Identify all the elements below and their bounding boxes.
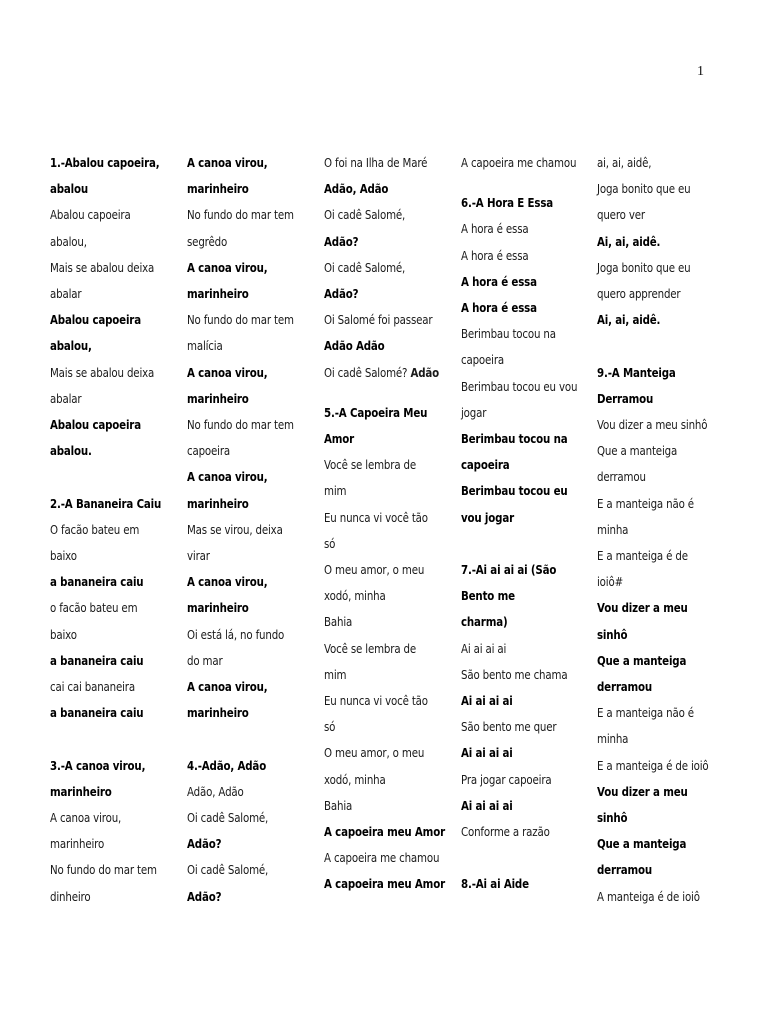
lyric-text: Oi cadê Salomé? bbox=[324, 364, 408, 380]
lyric-line bbox=[597, 438, 702, 464]
lyric-line-bold bbox=[324, 819, 445, 845]
lyric-line-bold bbox=[324, 229, 429, 255]
lyric-text: Adão, Adão bbox=[324, 181, 389, 197]
lyric-line-bold bbox=[187, 464, 292, 490]
song-column-5 bbox=[597, 150, 725, 910]
lyric-line bbox=[187, 648, 292, 674]
lyric-line bbox=[461, 347, 566, 373]
lyric-text: A canoa virou, bbox=[187, 574, 268, 590]
lyric-line bbox=[324, 793, 429, 819]
lyric-line-bold bbox=[461, 452, 566, 478]
lyric-line bbox=[187, 517, 292, 543]
lyric-line bbox=[597, 569, 702, 595]
lyric-line bbox=[597, 726, 702, 752]
lyric-text: A hora é essa bbox=[461, 221, 529, 237]
lyric-line bbox=[324, 740, 429, 766]
lyric-text: marinheiro bbox=[187, 705, 249, 721]
lyric-line bbox=[187, 412, 292, 438]
lyric-text: minha bbox=[597, 521, 629, 537]
lyric-text: o facão bateu em bbox=[50, 600, 138, 616]
lyric-line bbox=[324, 307, 433, 333]
lyric-line-bold bbox=[324, 333, 429, 359]
lyric-text: só bbox=[324, 719, 336, 735]
song-column-4 bbox=[461, 150, 589, 898]
lyric-text: a bananeira caiu bbox=[50, 574, 144, 590]
lyric-line bbox=[324, 360, 440, 386]
lyric-line-bold bbox=[461, 505, 566, 531]
lyric-text: Oi cadê Salomé, bbox=[324, 259, 406, 275]
lyric-line-bold bbox=[461, 609, 566, 635]
lyric-line-bold bbox=[50, 648, 155, 674]
lyric-text: capoeira bbox=[461, 457, 510, 473]
lyric-line bbox=[324, 150, 429, 176]
lyric-line bbox=[324, 255, 429, 281]
lyric-line bbox=[461, 636, 566, 662]
lyric-line-bold bbox=[461, 688, 566, 714]
lyric-text: 8.-Ai ai Aide bbox=[461, 876, 529, 892]
lyric-text: Joga bonito que eu bbox=[597, 259, 691, 275]
lyric-line bbox=[461, 714, 566, 740]
lyric-text: Bahia bbox=[324, 614, 353, 630]
lyric-text: a bananeira caiu bbox=[50, 705, 144, 721]
lyric-text: Adão, Adão bbox=[187, 783, 244, 799]
lyric-line bbox=[50, 674, 155, 700]
lyric-line bbox=[324, 636, 429, 662]
lyric-text: E a manteiga não é bbox=[597, 495, 694, 511]
lyric-text: Ai ai ai ai bbox=[461, 745, 513, 761]
lyric-text: 7.-Ai ai ai ai (São bbox=[461, 562, 557, 578]
lyric-text: mim bbox=[324, 666, 347, 682]
lyric-text: dinheiro bbox=[50, 888, 91, 904]
lyric-line bbox=[597, 412, 708, 438]
lyric-line bbox=[50, 622, 155, 648]
lyric-text: abalou bbox=[50, 181, 89, 197]
lyric-line-bold bbox=[50, 150, 160, 176]
lyric-text: quero apprender bbox=[597, 286, 681, 302]
lyric-line-bold bbox=[597, 648, 702, 674]
lyric-text: xodó, minha bbox=[324, 588, 386, 604]
lyric-line bbox=[324, 688, 429, 714]
lyric-line bbox=[324, 505, 429, 531]
lyric-line-bold bbox=[187, 753, 292, 779]
lyric-text: 6.-A Hora E Essa bbox=[461, 195, 554, 211]
lyric-text: A canoa virou, bbox=[187, 679, 268, 695]
lyric-text: Que a manteiga bbox=[597, 652, 687, 668]
lyric-text: marinheiro bbox=[187, 390, 249, 406]
lyric-line bbox=[597, 176, 702, 202]
lyric-line-bold bbox=[187, 674, 292, 700]
lyric-line-bold bbox=[461, 740, 566, 766]
lyric-text: No fundo do mar tem bbox=[187, 312, 294, 328]
lyric-text: ioiô# bbox=[597, 574, 624, 590]
lyric-line bbox=[597, 884, 702, 910]
lyric-line bbox=[461, 819, 566, 845]
lyric-text: marinheiro bbox=[187, 286, 249, 302]
lyric-text: Oi Salomé foi passear bbox=[324, 312, 433, 328]
lyric-text: Eu nunca vi você tão bbox=[324, 509, 428, 525]
lyric-line-bold bbox=[597, 386, 702, 412]
lyric-text: marinheiro bbox=[50, 836, 105, 852]
lyric-text: A canoa virou, bbox=[187, 155, 268, 170]
lyric-line bbox=[324, 609, 429, 635]
lyric-line bbox=[597, 753, 709, 779]
lyric-text: Abalou capoeira bbox=[50, 312, 141, 328]
lyric-line-bold bbox=[50, 700, 155, 726]
lyric-text: xodó, minha bbox=[324, 771, 386, 787]
lyric-text: Bahia bbox=[324, 797, 353, 813]
lyric-text: malícia bbox=[187, 338, 223, 354]
lyric-text: Oi cadê Salomé, bbox=[187, 862, 269, 878]
lyric-text: A hora é essa bbox=[461, 247, 529, 263]
lyric-line bbox=[324, 714, 429, 740]
lyric-line-bold bbox=[50, 307, 155, 333]
lyric-text: Vou dizer a meu sinhô bbox=[597, 417, 708, 433]
lyric-line bbox=[597, 281, 702, 307]
lyric-line-bold bbox=[187, 491, 292, 517]
lyric-line-bold bbox=[461, 295, 566, 321]
lyric-line-bold bbox=[461, 871, 566, 897]
song-column-2 bbox=[187, 150, 315, 910]
lyric-line-bold bbox=[187, 569, 292, 595]
lyric-text: A capoeira meu Amor bbox=[324, 876, 445, 892]
lyric-text: Abalou capoeira bbox=[50, 417, 141, 433]
lyric-text: Amor bbox=[324, 431, 355, 447]
lyric-line bbox=[324, 767, 429, 793]
lyric-text: abalou, bbox=[50, 338, 92, 354]
lyric-line-bold bbox=[187, 884, 292, 910]
lyric-text: São bento me quer bbox=[461, 719, 557, 735]
lyric-text: São bento me chama bbox=[461, 666, 568, 682]
lyric-text: abalou. bbox=[50, 443, 92, 459]
lyric-text-bold: Adão bbox=[410, 364, 440, 380]
lyric-text: Ai, ai, aidê. bbox=[597, 233, 661, 249]
lyric-text: Você se lembra de bbox=[324, 640, 417, 656]
lyric-line-bold bbox=[50, 176, 155, 202]
lyric-text: derramou bbox=[597, 469, 646, 485]
lyric-line bbox=[187, 622, 292, 648]
stanza-gap bbox=[324, 386, 452, 400]
lyric-line-bold bbox=[50, 438, 155, 464]
lyric-line-bold bbox=[187, 386, 292, 412]
lyric-text: 4.-Adão, Adão bbox=[187, 757, 267, 773]
lyric-line bbox=[324, 452, 429, 478]
lyric-line-bold bbox=[50, 779, 155, 805]
lyric-line bbox=[597, 700, 702, 726]
lyric-text: Vou dizer a meu bbox=[597, 600, 688, 616]
lyric-line bbox=[324, 662, 429, 688]
lyric-text: baixo bbox=[50, 548, 77, 564]
lyric-text: quero ver bbox=[597, 207, 645, 223]
lyric-text: A canoa virou, bbox=[187, 469, 268, 485]
lyric-line-bold bbox=[597, 779, 702, 805]
lyric-line-bold bbox=[324, 281, 429, 307]
lyric-text: do mar bbox=[187, 652, 223, 668]
lyric-line-bold bbox=[324, 400, 429, 426]
lyric-line-bold bbox=[461, 190, 566, 216]
lyric-text: Oi cadê Salomé, bbox=[324, 207, 406, 223]
lyric-text: Você se lembra de bbox=[324, 457, 417, 473]
lyric-text: Ai ai ai ai bbox=[461, 640, 507, 656]
lyric-line bbox=[597, 150, 702, 176]
lyric-line bbox=[461, 400, 566, 426]
stanza-gap bbox=[50, 726, 178, 752]
lyric-text: virar bbox=[187, 548, 210, 564]
lyric-text: Abalou capoeira bbox=[50, 207, 131, 223]
lyric-line-bold bbox=[597, 857, 702, 883]
lyric-line bbox=[597, 517, 702, 543]
lyric-text: a bananeira caiu bbox=[50, 652, 144, 668]
lyric-text: Joga bonito que eu bbox=[597, 181, 691, 197]
lyric-line bbox=[50, 543, 155, 569]
lyric-text: Vou dizer a meu bbox=[597, 783, 688, 799]
lyric-text: vou jogar bbox=[461, 509, 514, 525]
lyric-text: Eu nunca vi você tão bbox=[324, 693, 428, 709]
lyric-text: cai cai bananeira bbox=[50, 679, 135, 695]
lyric-line bbox=[50, 386, 155, 412]
lyric-line-bold bbox=[50, 333, 155, 359]
lyric-line-bold bbox=[187, 281, 292, 307]
lyric-line-bold bbox=[50, 569, 155, 595]
lyric-line bbox=[324, 845, 440, 871]
lyric-line-bold bbox=[187, 150, 292, 176]
lyric-text: No fundo do mar tem bbox=[187, 417, 294, 433]
lyric-line bbox=[50, 202, 155, 228]
lyric-text: No fundo do mar tem bbox=[187, 207, 294, 223]
lyric-text: abalou, bbox=[50, 233, 87, 249]
lyric-line bbox=[187, 438, 292, 464]
lyric-text: Berimbau tocou eu bbox=[461, 483, 568, 499]
lyric-text: derramou bbox=[597, 679, 653, 695]
lyric-text: E a manteiga não é bbox=[597, 705, 694, 721]
lyric-text: marinheiro bbox=[187, 600, 249, 616]
lyric-line-bold bbox=[187, 360, 292, 386]
lyric-text: Adão? bbox=[324, 233, 359, 249]
lyric-text: marinheiro bbox=[50, 783, 112, 799]
lyric-line bbox=[324, 531, 429, 557]
lyric-line bbox=[50, 229, 155, 255]
lyric-line bbox=[597, 543, 702, 569]
lyric-line bbox=[187, 857, 292, 883]
stanza-gap bbox=[597, 333, 725, 359]
lyric-line bbox=[50, 857, 155, 883]
lyric-line bbox=[187, 779, 292, 805]
lyric-text: A canoa virou, bbox=[187, 259, 268, 275]
lyric-line bbox=[187, 307, 292, 333]
lyric-line bbox=[50, 884, 155, 910]
lyric-text: só bbox=[324, 535, 336, 551]
lyric-text: Ai ai ai ai bbox=[461, 797, 513, 813]
lyric-text: Berimbau tocou eu vou bbox=[461, 378, 578, 394]
lyric-text: O meu amor, o meu bbox=[324, 745, 425, 761]
lyric-line-bold bbox=[597, 307, 702, 333]
lyric-line bbox=[324, 478, 429, 504]
lyric-text: Pra jogar capoeira bbox=[461, 771, 552, 787]
lyric-text: O foi na Ilha de Maré bbox=[324, 155, 428, 170]
lyric-text: A capoeira meu Amor bbox=[324, 824, 445, 840]
lyric-line bbox=[50, 831, 155, 857]
lyric-line bbox=[187, 202, 292, 228]
lyric-line bbox=[597, 491, 702, 517]
lyric-line bbox=[50, 281, 155, 307]
lyric-text: Conforme a razão bbox=[461, 824, 550, 840]
stanza-gap bbox=[461, 531, 589, 557]
lyric-line bbox=[461, 243, 566, 269]
lyric-text: 1.-Abalou capoeira, bbox=[50, 155, 160, 170]
stanza-gap bbox=[461, 845, 589, 871]
lyric-line-bold bbox=[597, 805, 702, 831]
lyric-text: capoeira bbox=[461, 352, 505, 368]
lyric-text: Adão Adão bbox=[324, 338, 385, 354]
stanza-gap bbox=[187, 726, 315, 752]
lyric-line-bold bbox=[50, 412, 155, 438]
lyric-line-bold bbox=[461, 269, 566, 295]
lyric-line bbox=[324, 583, 429, 609]
lyric-text: Bento me bbox=[461, 588, 515, 604]
lyric-line bbox=[597, 464, 702, 490]
lyric-line bbox=[50, 360, 155, 386]
lyric-line-bold bbox=[597, 595, 702, 621]
stanza-gap bbox=[461, 176, 589, 190]
lyric-line bbox=[461, 150, 577, 176]
lyric-text: A canoa virou, bbox=[187, 364, 268, 380]
lyric-text: jogar bbox=[461, 404, 487, 420]
lyric-text: 5.-A Capoeira Meu bbox=[324, 404, 428, 420]
lyric-line-bold bbox=[597, 831, 702, 857]
lyric-line-bold bbox=[187, 831, 292, 857]
lyric-text: sinhô bbox=[597, 810, 628, 826]
stanza-gap bbox=[50, 464, 178, 490]
lyric-line bbox=[187, 229, 292, 255]
lyric-line-bold bbox=[187, 176, 292, 202]
lyric-text: E a manteiga é de bbox=[597, 548, 688, 564]
lyric-text: E a manteiga é de ioiô bbox=[597, 757, 709, 773]
lyric-line bbox=[324, 202, 429, 228]
lyric-text: Que a manteiga bbox=[597, 443, 678, 459]
lyric-text: No fundo do mar tem bbox=[50, 862, 157, 878]
lyric-text: capoeira bbox=[187, 443, 231, 459]
lyric-text: 2.-A Bananeira Caiu bbox=[50, 495, 162, 511]
lyric-line-bold bbox=[187, 700, 292, 726]
lyric-line-bold bbox=[324, 426, 429, 452]
lyric-line-bold bbox=[597, 622, 702, 648]
lyric-text: charma) bbox=[461, 614, 508, 630]
lyric-line-bold bbox=[461, 426, 566, 452]
lyric-text: Mais se abalou deixa bbox=[50, 364, 155, 380]
lyric-text: ai, ai, aidê, bbox=[597, 155, 652, 170]
lyric-line bbox=[461, 321, 566, 347]
lyric-line bbox=[50, 255, 155, 281]
lyric-line-bold bbox=[597, 360, 702, 386]
lyric-line-bold bbox=[50, 753, 155, 779]
lyric-text: minha bbox=[597, 731, 629, 747]
page-number: 1 bbox=[697, 64, 704, 79]
lyric-text: A capoeira me chamou bbox=[324, 850, 440, 866]
lyric-line bbox=[597, 255, 702, 281]
lyric-text: Oi está lá, no fundo bbox=[187, 626, 285, 642]
lyric-line-bold bbox=[50, 491, 162, 517]
lyric-line-bold bbox=[324, 176, 429, 202]
lyric-text: Oi cadê Salomé, bbox=[187, 810, 269, 826]
lyric-text: abalar bbox=[50, 390, 82, 406]
lyric-text: derramou bbox=[597, 862, 653, 878]
lyric-line bbox=[187, 333, 292, 359]
lyric-text: 3.-A canoa virou, bbox=[50, 757, 146, 773]
lyric-text: Que a manteiga bbox=[597, 836, 687, 852]
lyric-line bbox=[597, 202, 702, 228]
song-column-1 bbox=[50, 150, 178, 910]
lyric-line-bold bbox=[187, 595, 292, 621]
lyric-text: Derramou bbox=[597, 390, 654, 406]
lyric-text: A hora é essa bbox=[461, 273, 537, 289]
lyric-line bbox=[461, 662, 566, 688]
lyric-text: Ai ai ai ai bbox=[461, 693, 513, 709]
lyric-line-bold bbox=[187, 255, 292, 281]
lyric-text: baixo bbox=[50, 626, 77, 642]
lyric-text: A canoa virou, bbox=[50, 810, 122, 826]
lyric-line-bold bbox=[324, 871, 445, 897]
lyric-text: marinheiro bbox=[187, 181, 249, 197]
lyric-text: Berimbau tocou na bbox=[461, 431, 568, 447]
lyric-text: segrêdo bbox=[187, 233, 228, 249]
lyric-line-bold bbox=[461, 793, 566, 819]
lyric-text: O meu amor, o meu bbox=[324, 562, 425, 578]
lyric-text: 9.-A Manteiga bbox=[597, 364, 676, 380]
lyric-line-bold bbox=[461, 557, 566, 583]
song-column-3 bbox=[324, 150, 452, 898]
lyric-line bbox=[461, 216, 566, 242]
lyric-line-bold bbox=[597, 674, 702, 700]
lyric-line bbox=[187, 543, 292, 569]
lyric-text: Mais se abalou deixa bbox=[50, 259, 155, 275]
lyric-text: O facão bateu em bbox=[50, 521, 140, 537]
lyric-line bbox=[461, 767, 566, 793]
lyric-text: Adão? bbox=[187, 888, 222, 904]
lyric-text: mim bbox=[324, 483, 347, 499]
lyric-line bbox=[324, 557, 429, 583]
lyric-text: A capoeira me chamou bbox=[461, 155, 577, 170]
lyric-text: Mas se virou, deixa bbox=[187, 521, 283, 537]
lyric-line bbox=[187, 805, 292, 831]
lyric-line-bold bbox=[461, 583, 566, 609]
lyric-text: A hora é essa bbox=[461, 300, 537, 316]
lyric-text: Adão? bbox=[187, 836, 222, 852]
lyric-text: Ai, ai, aidê. bbox=[597, 312, 661, 328]
lyric-text: A manteiga é de ioiô bbox=[597, 888, 700, 904]
lyric-text: Berimbau tocou na bbox=[461, 326, 556, 342]
lyric-text: sinhô bbox=[597, 626, 628, 642]
lyric-line-bold bbox=[597, 229, 702, 255]
lyric-text: marinheiro bbox=[187, 495, 249, 511]
lyric-line bbox=[50, 805, 155, 831]
lyric-text: abalar bbox=[50, 286, 82, 302]
lyric-line bbox=[50, 595, 155, 621]
lyric-text: Adão? bbox=[324, 286, 359, 302]
lyric-line-bold bbox=[461, 478, 566, 504]
lyric-line bbox=[50, 517, 155, 543]
lyric-line bbox=[461, 374, 578, 400]
